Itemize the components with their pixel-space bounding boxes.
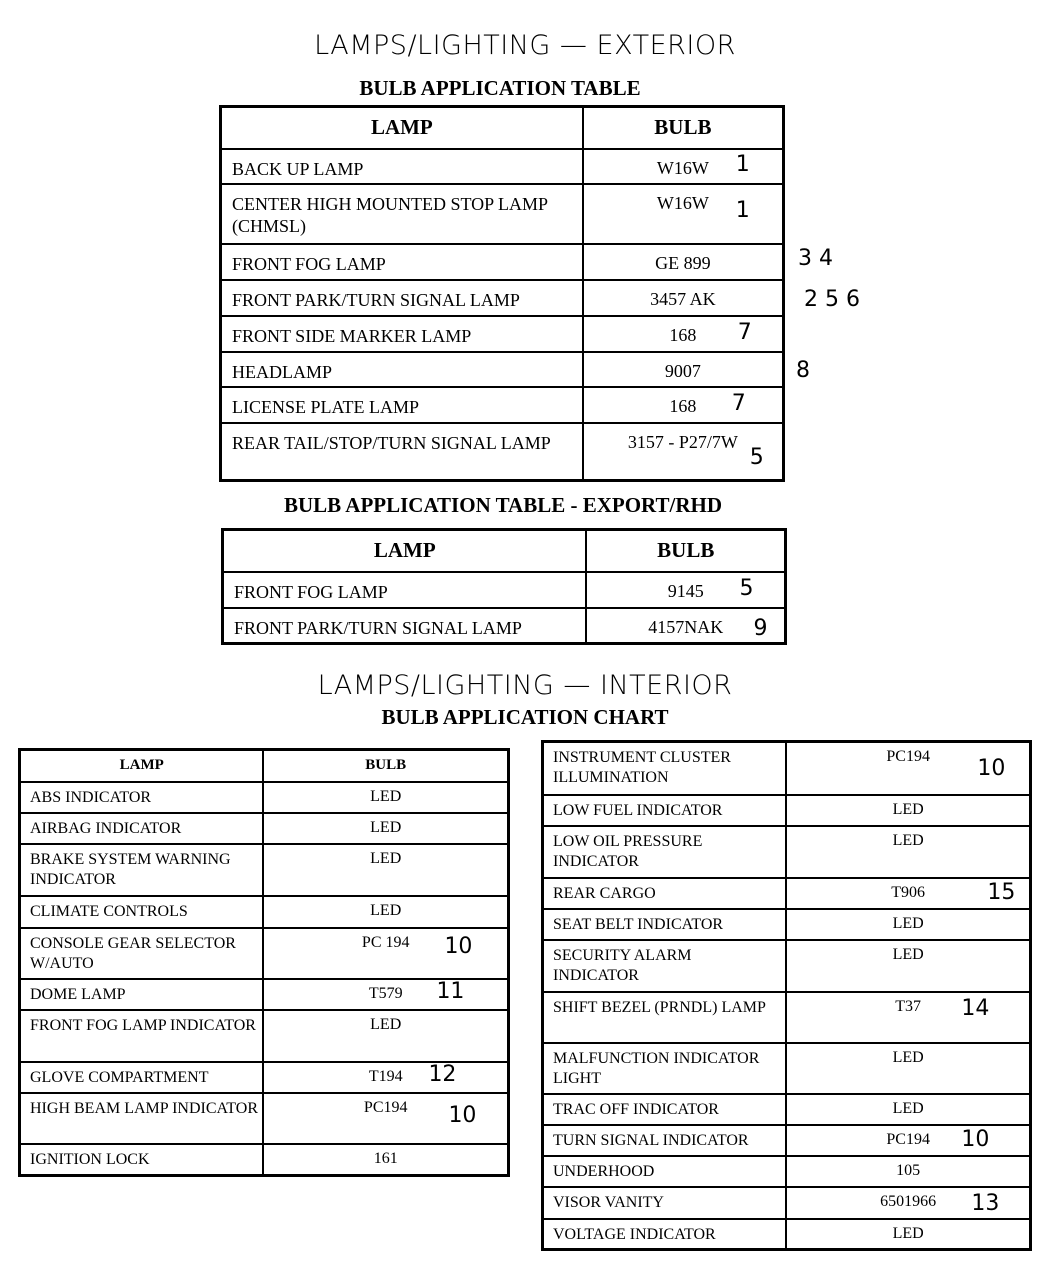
bulb-value: PC194 bbox=[363, 1098, 408, 1116]
interior-left-table bbox=[18, 748, 510, 1177]
bulb-type: LED bbox=[786, 826, 1030, 878]
lamp-name: MALFUNCTION INDICATOR LIGHT bbox=[543, 1043, 787, 1094]
bulb-value: T906 bbox=[891, 883, 926, 901]
bulb-type bbox=[583, 184, 784, 244]
bulb-column-header: BULB bbox=[583, 107, 784, 149]
table-row bbox=[20, 844, 509, 896]
bulb-type bbox=[586, 608, 785, 644]
lamp-name: CONSOLE GEAR SELECTOR W/AUTO bbox=[20, 928, 264, 979]
reference-number: 12 bbox=[428, 1061, 457, 1087]
reference-number: 7 bbox=[731, 390, 746, 416]
bulb-type: LED bbox=[786, 1219, 1030, 1250]
reference-number: 10 bbox=[961, 1126, 990, 1152]
bulb-type bbox=[583, 423, 784, 481]
table-row bbox=[223, 572, 786, 608]
bulb-value: 3157 - P27/7W bbox=[627, 431, 738, 452]
reference-number: 10 bbox=[448, 1102, 477, 1128]
bulb-column-header: BULB bbox=[263, 750, 508, 782]
bulb-type: 3457 AK bbox=[583, 280, 784, 316]
table-row bbox=[221, 352, 784, 387]
reference-number: 1 bbox=[735, 151, 750, 177]
table-row bbox=[221, 244, 784, 280]
lamp-name: IGNITION LOCK bbox=[20, 1144, 264, 1176]
lamp-name: INSTRUMENT CLUSTER ILLUMINATION bbox=[543, 742, 787, 795]
interior-right-table bbox=[541, 740, 1032, 1251]
headlamp-reference-number: 8 bbox=[796, 358, 810, 383]
lamp-name: TRAC OFF INDICATOR bbox=[543, 1094, 787, 1125]
reference-number: 10 bbox=[444, 933, 473, 959]
reference-number: 14 bbox=[961, 995, 990, 1021]
lamp-name: REAR TAIL/STOP/TURN SIGNAL LAMP bbox=[221, 423, 583, 481]
table-row bbox=[20, 1010, 509, 1062]
table-row bbox=[221, 387, 784, 423]
lamp-name: UNDERHOOD bbox=[543, 1156, 787, 1187]
table-row bbox=[543, 878, 1031, 909]
lamp-name: SEAT BELT INDICATOR bbox=[543, 909, 787, 940]
table-row bbox=[221, 149, 784, 184]
table-row bbox=[20, 1062, 509, 1093]
table-row bbox=[543, 1094, 1031, 1125]
table-row bbox=[543, 795, 1031, 826]
reference-number: 9 bbox=[753, 615, 768, 641]
bulb-value: 168 bbox=[669, 395, 697, 416]
bulb-type bbox=[583, 387, 784, 423]
bulb-type bbox=[786, 992, 1030, 1043]
bulb-value: T37 bbox=[895, 997, 922, 1015]
bulb-type bbox=[583, 149, 784, 184]
bulb-type: GE 899 bbox=[583, 244, 784, 280]
table-row bbox=[221, 423, 784, 481]
bulb-type: LED bbox=[263, 813, 508, 844]
park-turn-reference-numbers: 2 5 6 bbox=[804, 287, 860, 312]
lamp-name: SHIFT BEZEL (PRNDL) LAMP bbox=[543, 992, 787, 1043]
bulb-type: LED bbox=[786, 1043, 1030, 1094]
lamp-name: FRONT FOG LAMP INDICATOR bbox=[20, 1010, 264, 1062]
bulb-type bbox=[786, 742, 1030, 795]
table-row bbox=[20, 1093, 509, 1144]
bulb-value: PC 194 bbox=[361, 933, 410, 951]
reference-number: 11 bbox=[436, 978, 465, 1004]
interior-section-title: LAMPS/LIGHTING — INTERIOR bbox=[317, 670, 733, 701]
reference-number: 5 bbox=[739, 575, 754, 601]
bulb-value: 168 bbox=[669, 324, 697, 345]
bulb-value: 6501966 bbox=[880, 1192, 937, 1210]
exterior-bulb-table bbox=[219, 105, 785, 482]
lamp-name: HEADLAMP bbox=[221, 352, 583, 387]
bulb-type bbox=[263, 928, 508, 979]
bulb-type bbox=[586, 572, 785, 608]
lamp-name: LOW FUEL INDICATOR bbox=[543, 795, 787, 826]
bulb-type: LED bbox=[263, 896, 508, 928]
bulb-value: PC194 bbox=[886, 748, 930, 765]
table-row bbox=[543, 909, 1031, 940]
fog-lamp-reference-numbers: 3 4 bbox=[798, 246, 833, 271]
table-row bbox=[221, 316, 784, 352]
bulb-type: 161 bbox=[263, 1144, 508, 1176]
lamp-name: TURN SIGNAL INDICATOR bbox=[543, 1125, 787, 1156]
table-row bbox=[223, 608, 786, 644]
table-row bbox=[543, 742, 1031, 795]
reference-number: 10 bbox=[977, 756, 1006, 781]
table-row bbox=[20, 896, 509, 928]
lamp-name: VISOR VANITY bbox=[543, 1187, 787, 1219]
bulb-type bbox=[583, 316, 784, 352]
bulb-application-chart-title: BULB APPLICATION CHART bbox=[381, 705, 669, 729]
lamp-name: VOLTAGE INDICATOR bbox=[543, 1219, 787, 1250]
table-row bbox=[221, 280, 784, 316]
lamp-name: GLOVE COMPARTMENT bbox=[20, 1062, 264, 1093]
lamp-name: CENTER HIGH MOUNTED STOP LAMP (CHMSL) bbox=[221, 184, 583, 244]
lamp-name: FRONT PARK/TURN SIGNAL LAMP bbox=[221, 280, 583, 316]
lamp-column-header: LAMP bbox=[223, 530, 587, 572]
bulb-type: LED bbox=[786, 909, 1030, 940]
bulb-type: LED bbox=[786, 795, 1030, 826]
lamp-name: AIRBAG INDICATOR bbox=[20, 813, 264, 844]
lamp-column-header: LAMP bbox=[221, 107, 583, 149]
bulb-value: 9145 bbox=[667, 580, 704, 601]
bulb-type: LED bbox=[263, 844, 508, 896]
bulb-column-header: BULB bbox=[586, 530, 785, 572]
table-row bbox=[543, 826, 1031, 878]
export-bulb-table bbox=[221, 528, 787, 645]
bulb-type: 105 bbox=[786, 1156, 1030, 1187]
bulb-value: W16W bbox=[656, 157, 709, 178]
table-row bbox=[543, 940, 1031, 992]
lamp-name: LOW OIL PRESSURE INDICATOR bbox=[543, 826, 787, 878]
bulb-type bbox=[786, 1187, 1030, 1219]
bulb-type: LED bbox=[263, 782, 508, 813]
lamp-name: SECURITY ALARM INDICATOR bbox=[543, 940, 787, 992]
reference-number: 1 bbox=[735, 197, 750, 223]
bulb-application-table-title: BULB APPLICATION TABLE bbox=[359, 76, 641, 100]
bulb-type bbox=[263, 1093, 508, 1144]
bulb-type: 9007 bbox=[583, 352, 784, 387]
bulb-value: T579 bbox=[368, 984, 403, 1002]
table-row bbox=[543, 1219, 1031, 1250]
table-row bbox=[543, 1156, 1031, 1187]
lamp-name: DOME LAMP bbox=[20, 979, 264, 1010]
reference-number: 13 bbox=[971, 1190, 1000, 1216]
lamp-name: ABS INDICATOR bbox=[20, 782, 264, 813]
lamp-name: FRONT PARK/TURN SIGNAL LAMP bbox=[223, 608, 587, 644]
table-row bbox=[20, 979, 509, 1010]
bulb-value: W16W bbox=[656, 192, 709, 213]
reference-number: 5 bbox=[749, 444, 764, 470]
table-row bbox=[20, 782, 509, 813]
table-row bbox=[221, 184, 784, 244]
lamp-name: BACK UP LAMP bbox=[221, 149, 583, 184]
lamp-name: FRONT FOG LAMP bbox=[221, 244, 583, 280]
lamp-column-header: LAMP bbox=[20, 750, 264, 782]
table-row bbox=[20, 813, 509, 844]
bulb-type: LED bbox=[263, 1010, 508, 1062]
bulb-value: T194 bbox=[368, 1067, 403, 1085]
bulb-value: 4157NAK bbox=[648, 616, 724, 637]
lamp-name: FRONT SIDE MARKER LAMP bbox=[221, 316, 583, 352]
reference-number: 15 bbox=[987, 879, 1016, 905]
table-row bbox=[543, 992, 1031, 1043]
export-table-title: BULB APPLICATION TABLE - EXPORT/RHD bbox=[284, 493, 722, 517]
bulb-type: LED bbox=[786, 1094, 1030, 1125]
bulb-type bbox=[786, 878, 1030, 909]
lamp-name: FRONT FOG LAMP bbox=[223, 572, 587, 608]
reference-number: 7 bbox=[737, 319, 752, 345]
lamp-name: LICENSE PLATE LAMP bbox=[221, 387, 583, 423]
table-row bbox=[543, 1125, 1031, 1156]
lamp-name: BRAKE SYSTEM WARNING INDICATOR bbox=[20, 844, 264, 896]
bulb-type bbox=[263, 1062, 508, 1093]
lamp-name: CLIMATE CONTROLS bbox=[20, 896, 264, 928]
bulb-value: PC194 bbox=[886, 1130, 930, 1148]
lamp-name: HIGH BEAM LAMP INDICATOR bbox=[20, 1093, 264, 1144]
bulb-type bbox=[786, 1125, 1030, 1156]
lamp-name: REAR CARGO bbox=[543, 878, 787, 909]
table-row bbox=[543, 1187, 1031, 1219]
bulb-type: LED bbox=[786, 940, 1030, 992]
table-row bbox=[20, 928, 509, 979]
table-row bbox=[20, 1144, 509, 1176]
bulb-type bbox=[263, 979, 508, 1010]
table-row bbox=[543, 1043, 1031, 1094]
exterior-section-title: LAMPS/LIGHTING — EXTERIOR bbox=[314, 30, 736, 61]
